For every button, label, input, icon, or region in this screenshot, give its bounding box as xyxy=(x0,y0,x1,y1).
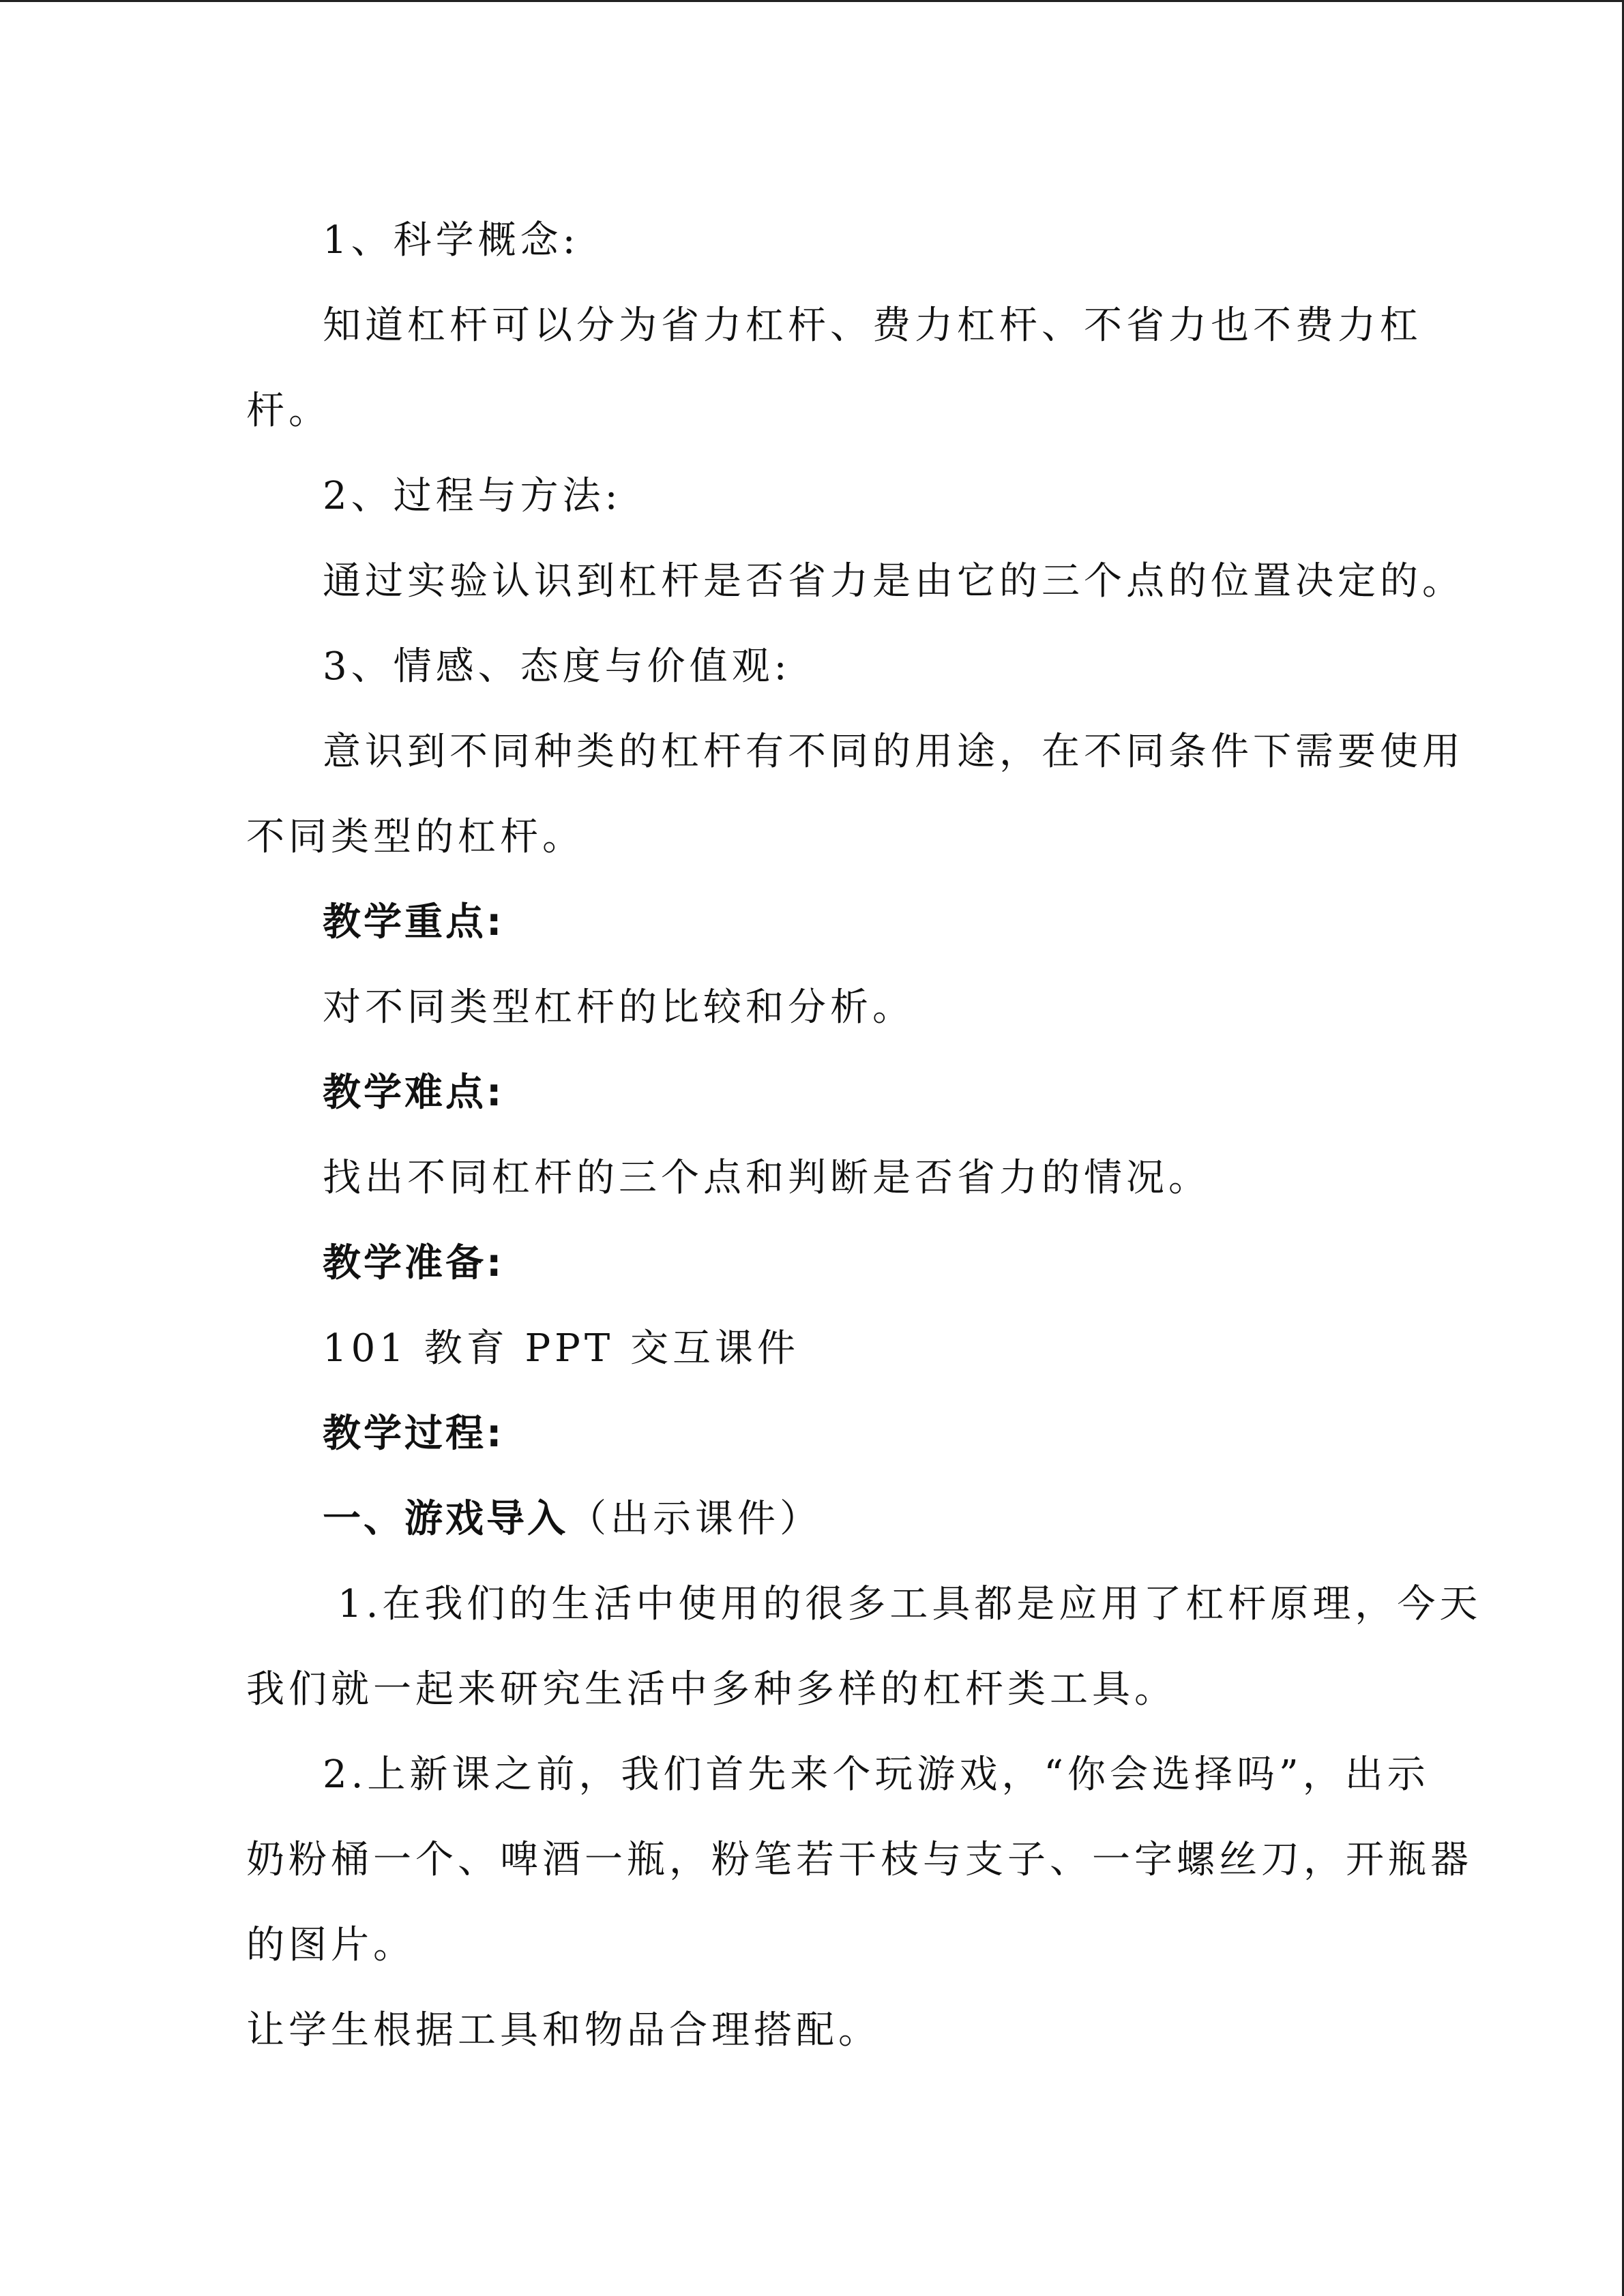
section-game-intro-note: （出示课件） xyxy=(568,1497,822,1541)
difficult-points-text: 找出不同杠杆的三个点和判断是否省力的情况。 xyxy=(323,1156,1211,1200)
step-2-text-line-3: 的图片。 xyxy=(246,1923,415,1967)
preparation-heading: 教学准备: xyxy=(323,1241,505,1285)
step-2-text-line-2: 奶粉桶一个、啤酒一瓶，粉笔若干枝与支子、一字螺丝刀，开瓶器 xyxy=(246,1838,1473,1882)
objective-attitude-values-heading: 3、情感、态度与价值观: xyxy=(323,644,791,689)
objective-science-concept-heading: 1、科学概念: xyxy=(323,218,580,263)
objective-attitude-values-text-line-2: 不同类型的杠杆。 xyxy=(246,815,585,859)
step-1-text-line-1: 1.在我们的生活中使用的很多工具都是应用了杠杆原理，今天 xyxy=(338,1582,1482,1626)
step-2-instruction: 让学生根据工具和物品合理搭配。 xyxy=(246,2008,881,2053)
objective-science-concept-text-line-2: 杆。 xyxy=(246,389,331,433)
key-points-text: 对不同类型杠杆的比较和分析。 xyxy=(323,985,915,1030)
section-game-intro-heading xyxy=(323,1495,822,1543)
objective-science-concept-text-line-1: 知道杠杆可以分为省力杠杆、费力杠杆、不省力也不费力杠 xyxy=(323,303,1422,348)
objective-attitude-values-text-line-1: 意识到不同种类的杠杆有不同的用途，在不同条件下需要使用 xyxy=(323,730,1464,774)
preparation-text: 101 教育 PPT 交互课件 xyxy=(323,1326,799,1371)
teaching-process-heading: 教学过程: xyxy=(323,1412,505,1456)
difficult-points-heading: 教学难点: xyxy=(323,1071,505,1115)
step-2-text-line-1: 2.上新课之前，我们首先来个玩游戏，“你会选择吗”，出示 xyxy=(323,1753,1430,1797)
step-1-text-line-2: 我们就一起来研究生活中多种多样的杠杆类工具。 xyxy=(246,1667,1177,1712)
objective-process-method-text: 通过实验认识到杠杆是否省力是由它的三个点的位置决定的。 xyxy=(323,559,1464,603)
section-game-intro-title: 一、游戏导入 xyxy=(323,1497,568,1541)
objective-process-method-heading: 2、过程与方法: xyxy=(323,474,622,518)
key-points-heading: 教学重点: xyxy=(323,900,505,944)
